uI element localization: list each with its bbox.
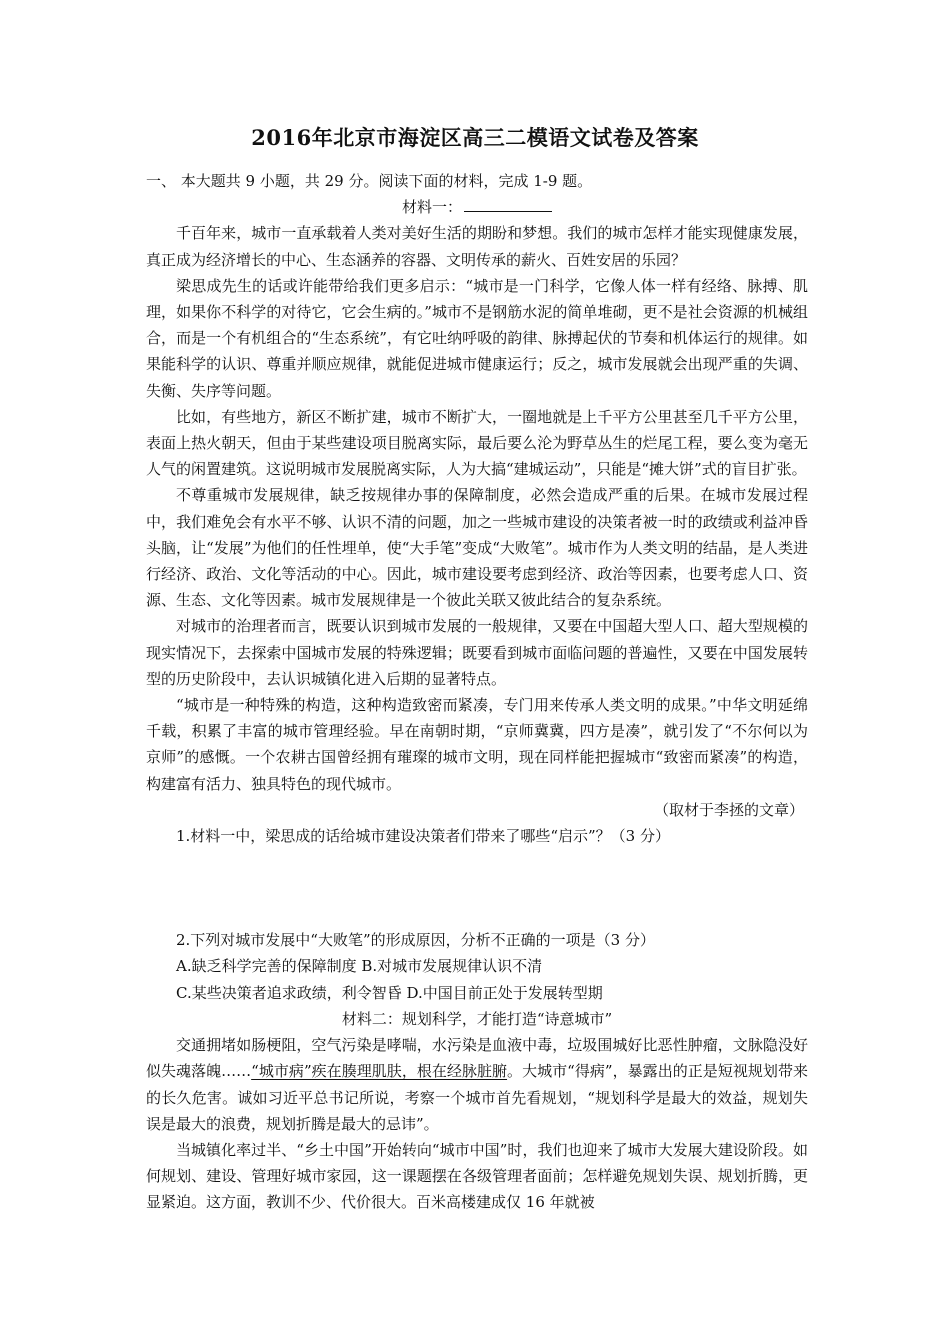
- material2-title: 材料二：规划科学，才能打造“诗意城市”: [341, 1009, 613, 1028]
- q2-option-d: D.中国目前正处于发展转型期: [406, 983, 603, 1002]
- material1-paragraph: 比如，有些地方，新区不断扩建，城市不断扩大，一圈地就是上千平方公里甚至几千平方公里，表面上热火朝天，但由于某些建设项目脱离实际，最后要么沦为野草丛生的烂尾工程，要么变为毫无人气的闲置建筑。这说明城市发展脱离实际，人为大搞“建城运动”，只能是“摊大饼”式的盲目扩张。: [146, 407, 808, 479]
- material1-title-blank: [464, 195, 552, 212]
- material2-underlined-text: “城市病”疾在腠理肌肤，根在经脉脏腑: [251, 1062, 508, 1081]
- material1-paragraph: 千百年来，城市一直承载着人类对美好生活的期盼和梦想。我们的城市怎样才能实现健康发展，真正成为经济增长的中心、生态涵养的容器、文明传承的薪火、百姓安居的乐园？: [146, 224, 808, 269]
- material1-paragraph: “城市是一种特殊的构造，这种构造致密而紧凑，专门用来传承人类文明的成果。”中华文明延绵千载，积累了丰富的城市管理经验。早在南朝时期，“京师冀冀，四方是凑”，就引发了“不尔何以为京师”的感慨。一个农耕古国曾经拥有璀璨的城市文明，现在同样能把握城市“致密而紧凑”的构造，构建富有活力、独具特色的现代城市。: [146, 696, 808, 793]
- section-header: 一、 本大题共 9 小题，共 29 分。阅读下面的材料，完成 1-9 题。: [146, 172, 593, 190]
- material2-text: 交通拥堵如肠梗阻，空气污染是哮喘，水污染是血液中毒，垃圾围城好比恶性肿瘤，文脉隐没好似失魂落魄……: [146, 1036, 808, 1081]
- material1-source: （取材于李拯的文章）: [653, 800, 804, 819]
- q2-options-row-2: [146, 980, 808, 1006]
- question-2: 2.下列对城市发展中“大败笔”的形成原因，分析不正确的一项是（3 分）: [176, 931, 655, 950]
- q2-option-a: A.缺乏科学完善的保障制度: [176, 957, 357, 976]
- material2-paragraph: 当城镇化率过半、“乡土中国”开始转向“城市中国”时，我们也迎来了城市大发展大建设阶段。如何规划、建设、管理好城市家园，这一课题摆在各级管理者面前；怎样避免规划失误、规划折腾，更显紧迫。这方面，教训不少、代价很大。百米高楼建成仅 16 年就被: [146, 1140, 808, 1212]
- q2-options-row-1: [146, 953, 808, 979]
- material1-paragraph: 不尊重城市发展规律，缺乏按规律办事的保障制度，必然会造成严重的后果。在城市发展过程中，我们难免会有水平不够、认识不清的问题，加之一些城市建设的决策者被一时的政绩或利益冲昏头脑，让“发展”为他们的任性埋单，使“大手笔”变成“大败笔”。城市作为人类文明的结晶，是人类进行经济、政治、文化等活动的中心。因此，城市建设要考虑到经济、政治等因素，也要考虑人口、资源、生态、文化等因素。城市发展规律是一个彼此关联又彼此结合的复杂系统。: [146, 486, 808, 610]
- material2-text: 。大城市“得病”，暴露出的正是短视规划带来的长久危害。诚如习近平总书记所说，考察一个城市首先看规划，“规划科学是最大的效益，规划失误是最大的浪费，规划折腾是最大的忌讳”。: [146, 1062, 808, 1133]
- page-title: 2016年北京市海淀区高三二模语文试卷及答案: [251, 125, 699, 150]
- material1-paragraph: 梁思成先生的话或许能带给我们更多启示：“城市是一门科学，它像人体一样有经络、脉搏、肌理，如果你不科学的对待它，它会生病的。”城市不是钢筋水泥的简单堆砌，更不是社会资源的机械组合，而是一个有机组合的“生态系统”，有它吐纳呼吸的韵律、脉搏起伏的节奏和机体运行的规律。如果能科学的认识、尊重并顺应规律，就能促进城市健康运行；反之，城市发展就会出现严重的失调、失衡、失序等问题。: [146, 276, 808, 400]
- document-body: [146, 168, 808, 1216]
- material1-paragraph: 对城市的治理者而言，既要认识到城市发展的一般规律，又要在中国超大型人口、超大型规模的现实情况下，去探索中国城市发展的特殊逻辑；既要看到城市面临问题的普遍性，又要在中国发展转型的历史阶段中，去认识城镇化进入后期的显著特点。: [146, 617, 808, 688]
- answer-space: [146, 849, 808, 927]
- material1-label: 材料一：: [401, 198, 462, 217]
- material2-paragraph: [146, 1032, 808, 1137]
- q2-option-c: C.某些决策者追求政绩，利令智昏: [176, 983, 402, 1002]
- material1-heading: [146, 194, 808, 220]
- question-1: 1.材料一中，梁思成的话给城市建设决策者们带来了哪些“启示”？（3 分）: [176, 827, 670, 846]
- q2-option-b: B.对城市发展规律认识不清: [361, 957, 543, 976]
